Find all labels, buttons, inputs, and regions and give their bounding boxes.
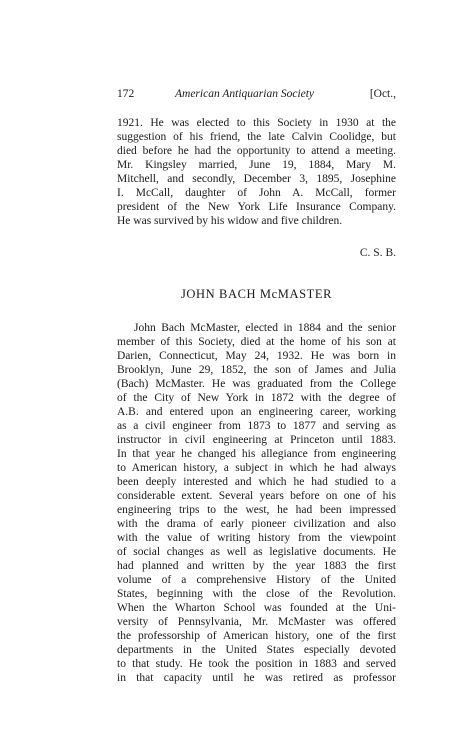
text-line: volume of a comprehensive History of the United	[117, 574, 396, 586]
text-line: had planned and written by the year 1883 the first	[117, 560, 396, 572]
text-line: versity of Pennsylvania, Mr. McMaster was offered	[117, 616, 396, 628]
obituary-heading: JOHN BACH McMASTER	[180, 287, 333, 301]
text-line: president of the New York Life Insurance Company.	[117, 201, 396, 213]
text-line: the professorship of American history, one of the first	[117, 630, 396, 642]
text-line: A.B. and entered upon an engineering career, working	[117, 406, 396, 418]
text-line: John Bach McMaster, elected in 1884 and the senior	[134, 322, 396, 334]
text-line: died before he had the opportunity to attend a meeting.	[117, 145, 396, 157]
text-line: with the value of writing history from the viewpoint	[117, 532, 396, 544]
author-initials: C. S. B.	[359, 247, 396, 259]
text-line: in that capacity until he was retired as professor	[117, 672, 396, 684]
text-line: (Bach) McMaster. He was graduated from the College	[117, 378, 396, 390]
text-line: When the Wharton School was founded at the Uni-	[117, 602, 396, 614]
text-line: as a civil engineer from 1873 to 1877 and serving as	[117, 420, 396, 432]
text-line: Darien, Connecticut, May 24, 1932. He was born in	[117, 350, 396, 362]
text-line: In that year he changed his allegiance from engineering	[117, 448, 396, 460]
text-line: with the drama of early pioneer civilization and also	[117, 518, 396, 530]
page-number: 172	[117, 88, 135, 100]
text-line: Mitchell, and secondly, December 3, 1895, Josephine	[117, 173, 396, 185]
text-line: of social changes as well as legislative documents. He	[117, 546, 396, 558]
text-line: 1921. He was elected to this Society in 1930 at the	[117, 117, 396, 129]
text-line: been deeply interested and which he had studied to a	[117, 476, 396, 488]
text-line: instructor in civil engineering at Princeton until 1883.	[117, 434, 396, 446]
text-line: departments in the United States especially devoted	[117, 644, 396, 656]
text-line: engineering trips to the west, he had been impressed	[117, 504, 396, 516]
running-head-date: [Oct.,	[369, 88, 396, 100]
journal-title: American Antiquarian Society	[175, 88, 315, 100]
text-line: to that study. He took the position in 1883 and served	[117, 658, 396, 670]
text-line: suggestion of his friend, the late Calvin Coolidge, but	[117, 131, 396, 143]
text-line: Brooklyn, June 29, 1852, the son of James and Julia	[117, 364, 396, 376]
text-line: to American history, a subject in which he had always	[117, 462, 396, 474]
running-head	[117, 88, 396, 104]
text-line: States, beginning with the close of the Revolution.	[117, 588, 396, 600]
text-line: of the City of New York in 1872 with the degree of	[117, 392, 396, 404]
text-line: considerable extent. Several years before on one of his	[117, 490, 396, 502]
text-line: member of this Society, died at the home of his son at	[117, 336, 396, 348]
text-line: Mr. Kingsley married, June 19, 1884, Mary M.	[117, 159, 396, 171]
text-line: I. McCall, daughter of John A. McCall, former	[117, 187, 396, 199]
text-line: He was survived by his widow and five children.	[117, 215, 343, 227]
